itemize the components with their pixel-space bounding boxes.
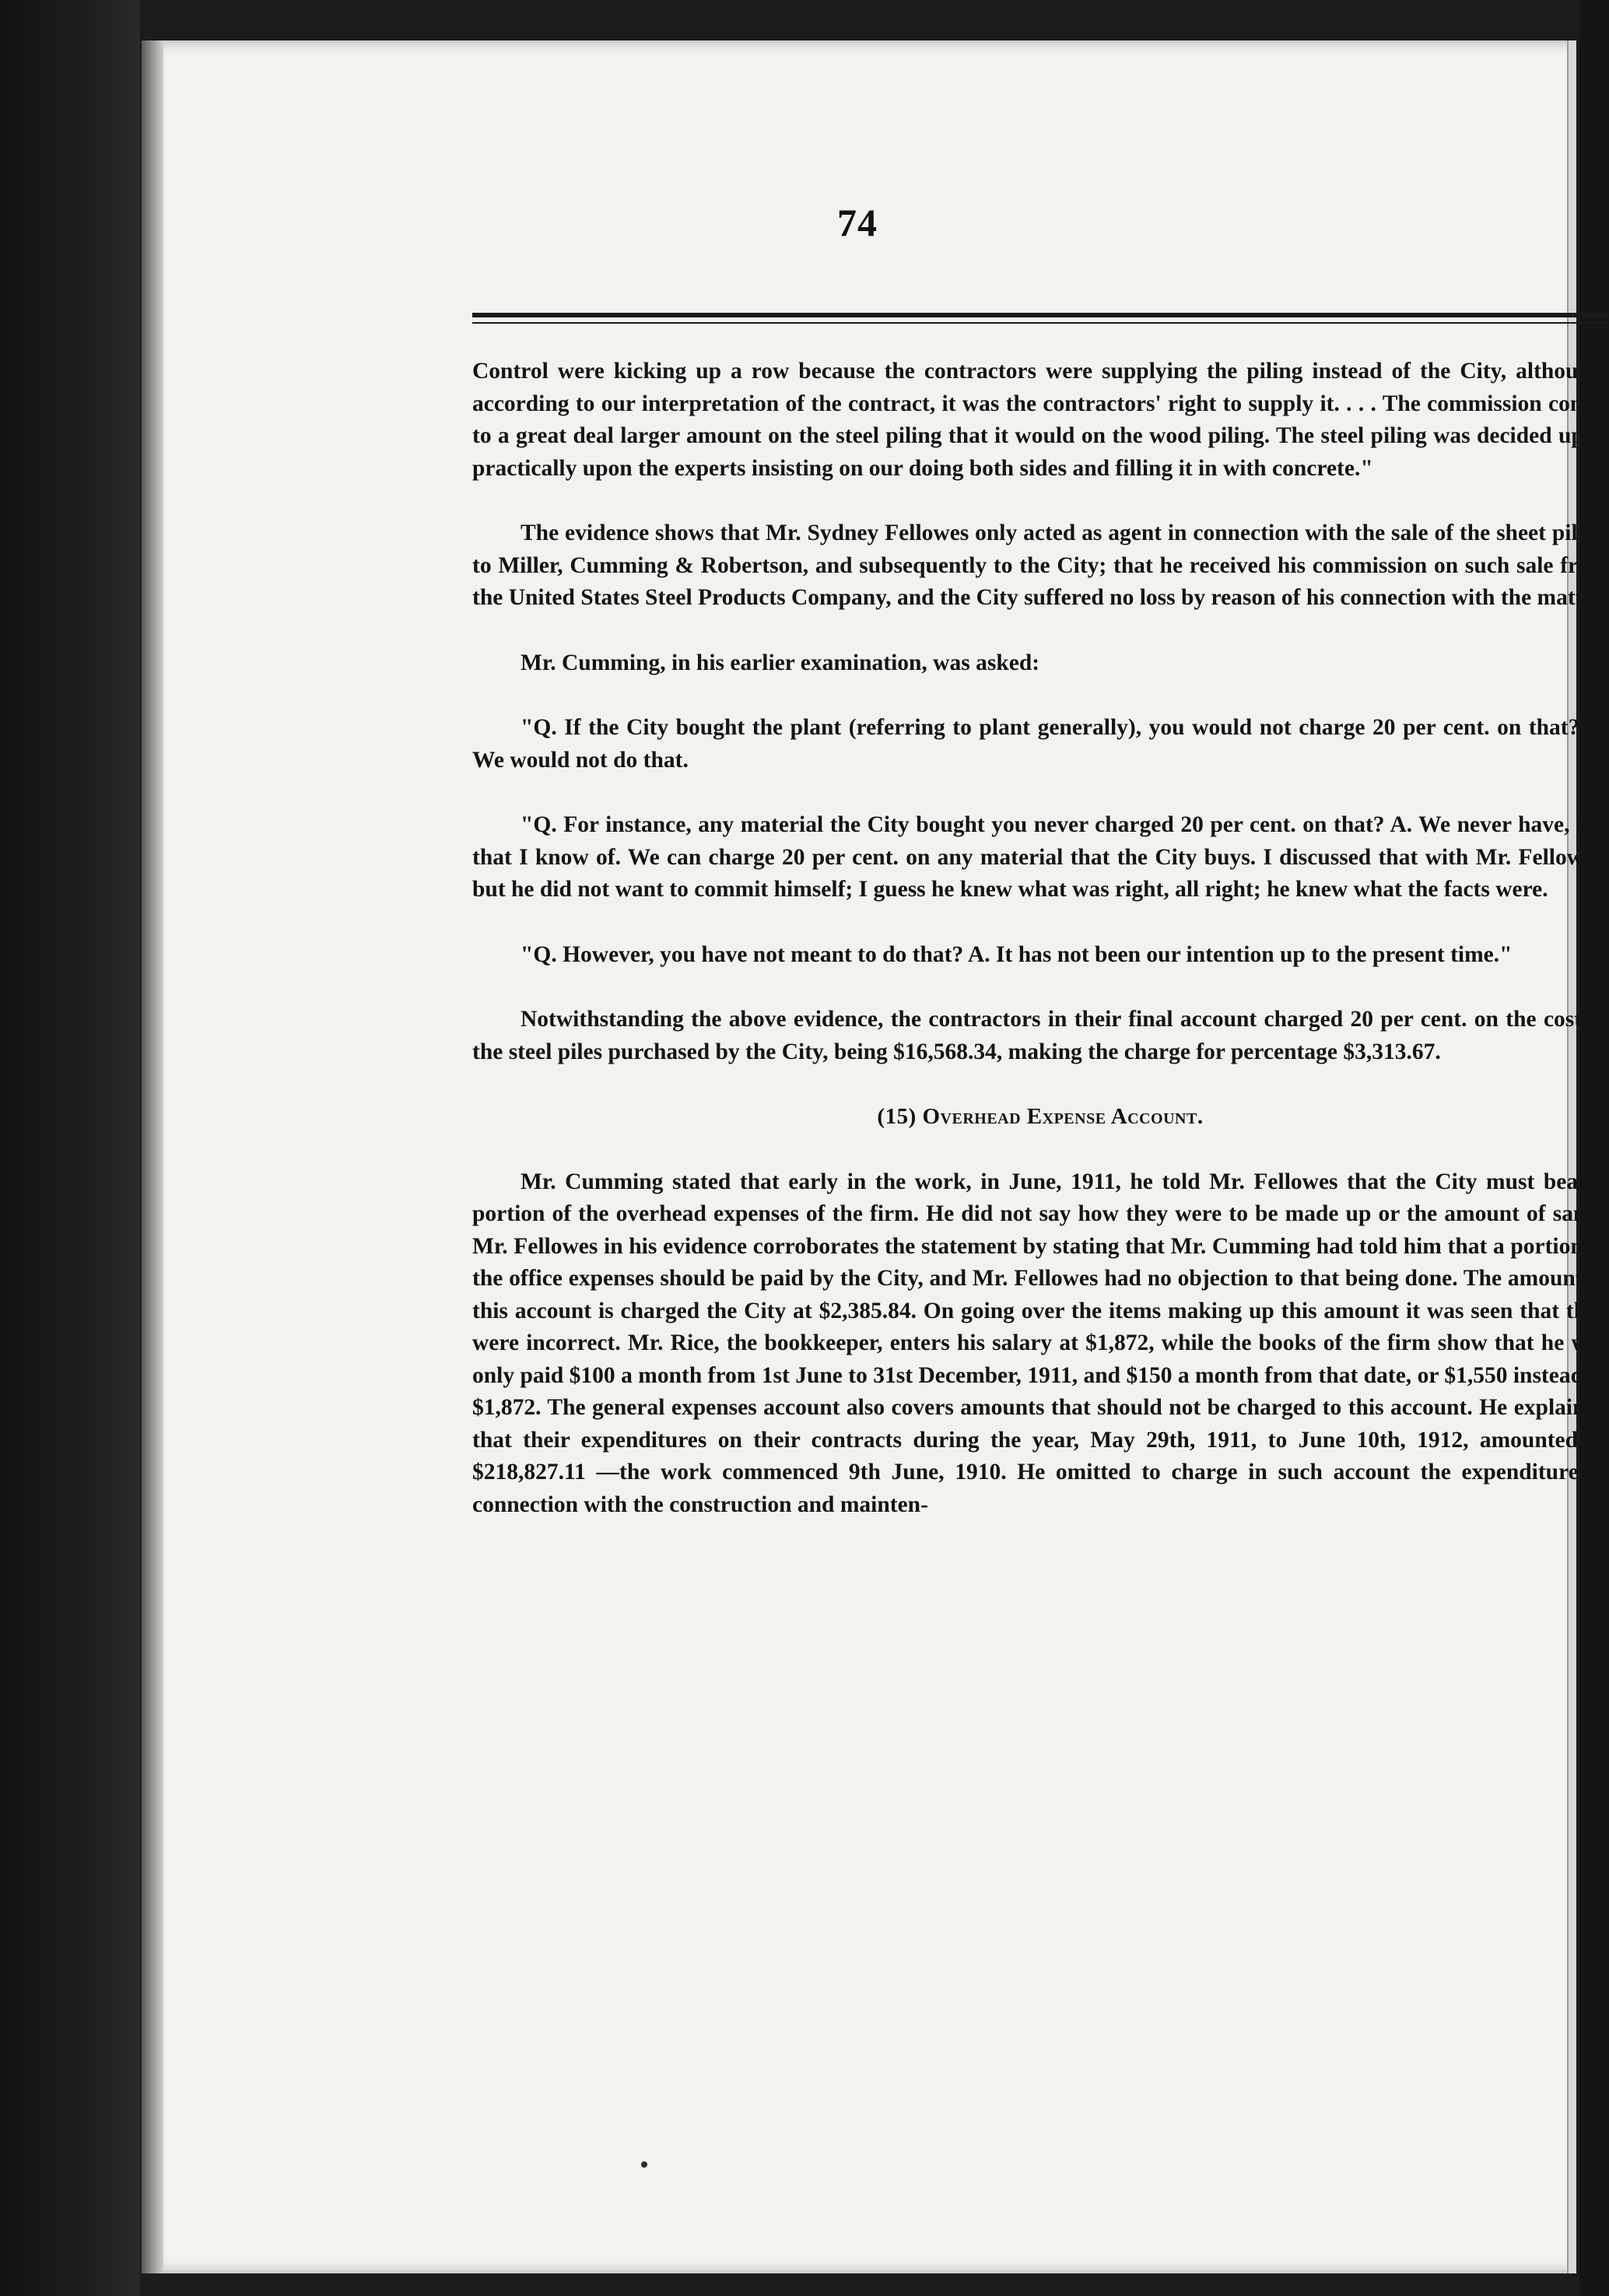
page-number: 74 — [837, 201, 878, 244]
scan-speck — [641, 2161, 647, 2168]
section-heading: (15) Overhead Expense Account. — [877, 1104, 1204, 1129]
header-rule-thick — [472, 313, 1608, 317]
paragraph-question-plant: "Q. If the City bought the plant (referring to plant generally), you would not charge 20 per cent. on that? A. We would not do that. — [472, 715, 1608, 773]
paragraph-notwithstanding: Notwithstanding the above evidence, the contractors in their final account charged 20 per cent. on the cost of the steel piles purchased by the City, being $16,568.34, making the charge for percentage $3,313.67. — [472, 1007, 1608, 1064]
paragraph-question-intention: "Q. However, you have not meant to do that? A. It has not been our intention up to the present time." — [521, 941, 1513, 967]
paragraph-evidence-fellowes: The evidence shows that Mr. Sydney Fellowes only acted as agent in connection with the sale of the sheet piling to Miller, Cumming & Robertson, and subsequently to the City; that he received his commission on such sale from the United States Steel Products Company, and the City suffered no loss by reason of his connection with the matter. — [472, 521, 1608, 610]
paragraph-cumming-asked: Mr. Cumming, in his earlier examination, was asked: — [521, 650, 1040, 675]
page-binding-edge — [142, 40, 163, 2273]
paragraph-overhead-expense: Mr. Cumming stated that early in the work, in June, 1911, he told Mr. Fellowes that the City must bear a portion of the overhead expenses of the firm. He did not say how they were to be made up or the amount of same. Mr. Fellowes in his evidence corroborates the statement by stating that Mr. Cumming had told him that a portion of the office expenses should be paid by the City, and Mr. Fellowes had no objection to that being done. The amount of this account is charged the City at $2,385.84. On going over the items making up this amount it was seen that they were incorrect. Mr. Rice, the bookkeeper, enters his salary at $1,872, while the books of the firm show that he was only paid $100 a month from 1st June to 31st December, 1911, and $150 a month from that date, or $1,550 instead of $1,872. The general expenses account also covers amounts that should not be charged to this account. He explained that their expenditures on their contracts during the year, May 29th, 1911, to June 10th, 1912, amounted to $218,827.11 —the work commenced 9th June, 1910. He omitted to charge in such account the expenditure in connection with the construction and mainten- — [472, 1169, 1608, 1517]
scan-border-left — [0, 0, 140, 2296]
paragraph-question-material: "Q. For instance, any material the City bought you never charged 20 per cent. on that? A. We never have, not that I know of. We can charge 20 per cent. on any material that the City buys. I discussed that with Mr. Fellowes, but he did not want to commit himself; I guess he knew what was right, all right; he knew what the facts were. — [472, 812, 1608, 902]
paragraph-continued-quote: Control were kicking up a row because the contractors were supplying the piling instead of the City, although, according to our interpretation of the contract, it was the contractors' right to supply it. . . . The commission comes to a great deal larger amount on the steel piling that it would on the wood piling. The steel piling was decided upon practically upon the experts insisting on our doing both sides and filling it in with concrete." — [472, 359, 1608, 481]
header-rule-thin — [472, 322, 1608, 324]
document-page — [142, 40, 1608, 2273]
body-text — [472, 356, 1608, 1554]
